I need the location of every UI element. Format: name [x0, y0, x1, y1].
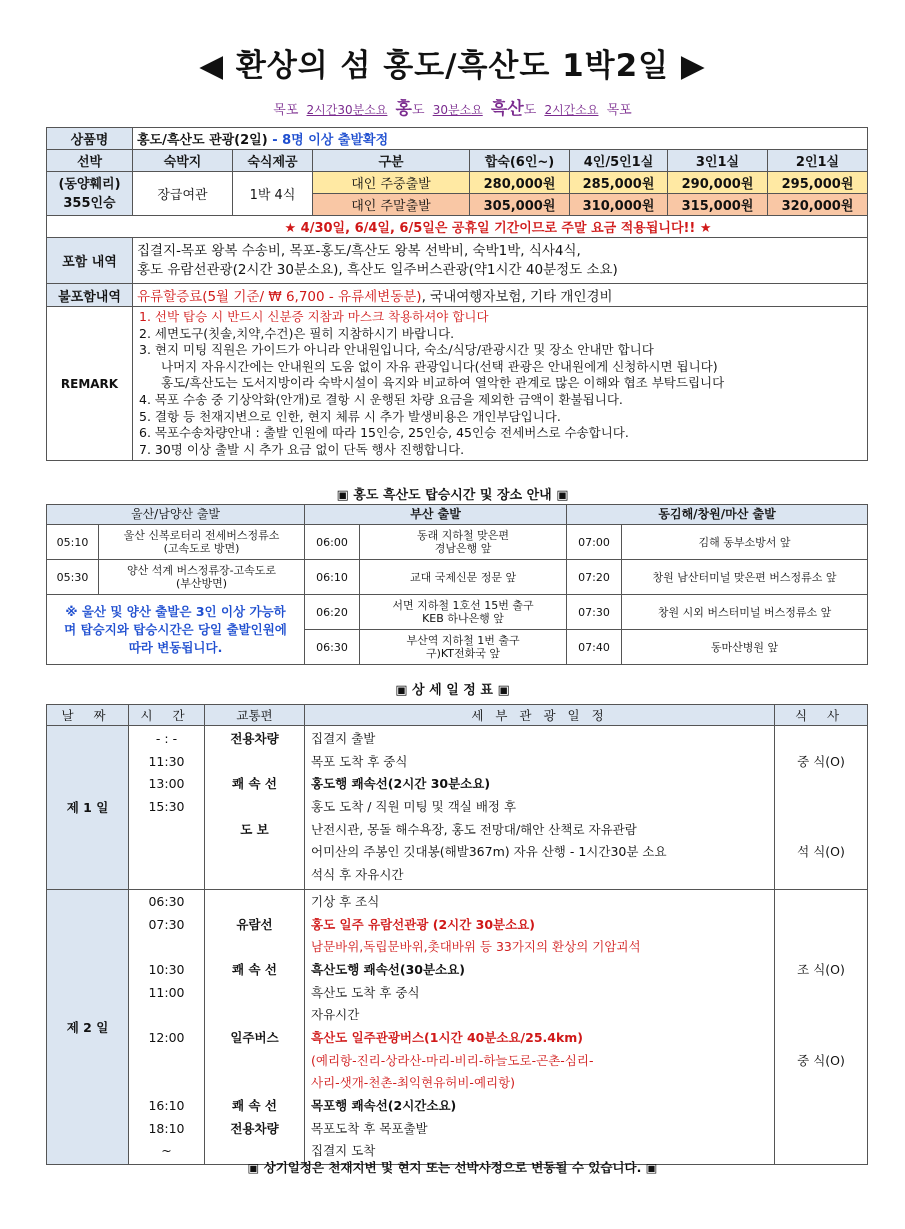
boarding-table: [46, 504, 868, 665]
meal-cell: [775, 982, 867, 1005]
day1-details: [305, 726, 775, 890]
day2-transport: [205, 889, 305, 1164]
detail-line: (예리항-진리-상라산-마리-비리-하늘도로-곤촌-심리-: [311, 1052, 594, 1068]
meal-label: 숙식제공: [233, 150, 313, 172]
meal-cell: [775, 914, 867, 937]
busan-time: 06:10: [305, 560, 360, 595]
weekday-price: 280,000원: [470, 172, 570, 194]
detail-line: 석식 후 자유시간: [311, 867, 404, 883]
transport-cell: 쾌 속 선: [232, 961, 277, 977]
gimhae-place: 동마산병원 앞: [622, 630, 868, 665]
product-name-cell: 홍도/흑산도 관광(2일) - 8명 이상 출발확정: [133, 128, 868, 150]
meal-cell: [775, 1027, 867, 1050]
remark-item: 3. 현지 미팅 직원은 가이드가 아니라 안내원입니다, 숙소/식당/관광시간 및 장소 안내만 합니다: [139, 342, 654, 358]
holiday-notice: ★ 4/30일, 6/4일, 6/5일은 공휴일 기간이므로 주말 요금 적용됩니다!! ★: [47, 216, 868, 238]
weekend-price: 310,000원: [570, 194, 668, 216]
meal-cell: [775, 1118, 867, 1141]
ship-label: 선박: [47, 150, 133, 172]
ulsan-time: 05:10: [47, 525, 99, 560]
transport-cell: 일주버스: [230, 1029, 279, 1045]
meal-cell: [775, 819, 867, 842]
remark-label: REMARK: [47, 307, 133, 461]
busan-time: 06:30: [305, 630, 360, 665]
busan-place: 교대 국제신문 정문 앞: [360, 560, 567, 595]
ulsan-header: 울산/남양산 출발: [47, 505, 305, 525]
time-cell: 10:30: [148, 961, 185, 977]
transport-cell: [205, 841, 304, 864]
busan-place: 동래 지하철 맞은편 경남은행 앞: [360, 525, 567, 560]
transport-cell: [205, 1072, 304, 1095]
remark-item: 7. 30명 이상 출발 시 추가 요금 없이 단독 행사 진행합니다.: [139, 441, 465, 457]
detail-line: 기상 후 조식: [311, 893, 380, 909]
day2-meals: [775, 889, 868, 1164]
transport-cell: [205, 936, 304, 959]
product-label: 상품명: [47, 128, 133, 150]
itin-header: 날 짜: [47, 705, 129, 726]
time-cell: [129, 841, 204, 864]
route-hongdo: 홍: [395, 99, 412, 119]
remark-item: 6. 목포수송차량안내 : 출발 인원에 따라 15인승, 25인승, 45인승 전세버스로 수송합니다.: [139, 425, 629, 441]
time-cell: [129, 1072, 204, 1095]
detail-line: 집결지 출발: [311, 731, 376, 746]
meal-cell: [775, 773, 867, 796]
day2-times: [129, 889, 205, 1164]
transport-cell: 도 보: [240, 821, 269, 837]
boarding-section-title: ▣ 홍도 흑산도 탑승시간 및 장소 안내 ▣: [336, 488, 569, 503]
transport-cell: 유람선: [236, 916, 273, 932]
weekend-price: 320,000원: [768, 194, 868, 216]
detail-line: 난전시관, 몽돌 해수욕장, 홍도 전망대/해안 산책로 자유관람: [311, 821, 637, 837]
detail-line: 집결지 도착: [311, 1143, 376, 1159]
time-cell: - : -: [155, 731, 178, 746]
weekday-price: 290,000원: [668, 172, 768, 194]
col-6: 합숙(6인~): [470, 150, 570, 172]
meal-cell: 조 식(O): [797, 961, 845, 977]
time-cell: 11:30: [148, 753, 185, 769]
include-line-2: 홍도 유람선관광(2시간 30분소요), 흑산도 일주버스관광(약1시간 40분정도 소요): [137, 261, 618, 278]
transport-cell: [205, 1004, 304, 1027]
weekday-price: 285,000원: [570, 172, 668, 194]
detail-line: 남문바위,독립문바위,촛대바위 등 33가지의 환상의 기암괴석: [311, 939, 641, 955]
gimhae-place: 김해 동부소방서 앞: [622, 525, 868, 560]
lodging-value: 장급여관: [133, 172, 233, 216]
ship-name: (동양훼리) 355인승: [47, 172, 133, 216]
transport-cell: [205, 982, 304, 1005]
lodging-label: 숙박지: [133, 150, 233, 172]
time-cell: 13:00: [148, 776, 185, 792]
meal-cell: [775, 728, 867, 751]
page-title: ◀ 환상의 섬 홍도/흑산도 1박2일 ▶: [199, 48, 706, 84]
gimhae-time: 07:40: [567, 630, 622, 665]
exclude-fuel: 유류할증료(5월 기준/ ₩ 6,700 - 유류세변동분): [137, 289, 422, 305]
time-cell: 15:30: [148, 799, 185, 815]
route-heuksan: 흑산: [490, 99, 524, 119]
day1-meals: [775, 726, 868, 890]
gimhae-place: 창원 남산터미널 맞은편 버스정류소 앞: [622, 560, 868, 595]
time-cell: [129, 936, 204, 959]
transport-cell: [205, 891, 304, 914]
day1-label: 제 1 일: [47, 726, 129, 890]
detail-line: 홍도행 쾌속선(2시간 30분소요): [311, 776, 491, 792]
busan-place: 부산역 지하철 1번 출구 구)KT전화국 앞: [360, 630, 567, 665]
day1-transport: [205, 726, 305, 890]
itin-header: 시 간: [129, 705, 205, 726]
gimhae-place: 창원 시외 버스터미널 버스정류소 앞: [622, 595, 868, 630]
day1-times: [129, 726, 205, 890]
route-duration-2: 30분소요: [432, 103, 483, 117]
remark-item: 1. 선박 탑승 시 반드시 신분증 지참과 마스크 착용하셔야 합니다: [139, 309, 489, 324]
include-label: 포함 내역: [47, 238, 133, 284]
gimhae-time: 07:00: [567, 525, 622, 560]
transport-cell: [205, 751, 304, 774]
exclude-cell: 유류할증료(5월 기준/ ₩ 6,700 - 유류세변동분), 국내여행자보험, 기타 개인경비: [133, 284, 868, 307]
detail-line: 사리-샛개-천촌-최익현유허비-예리항): [311, 1075, 516, 1091]
detail-line: 흑산도 일주관광버스(1시간 40분소요/25.4km): [311, 1029, 584, 1045]
busan-place: 서면 지하철 1호선 15번 출구 KEB 하나은행 앞: [360, 595, 567, 630]
remark-item: 나머지 자유시간에는 안내원의 도움 없이 자유 관광입니다(선택 관광은 안내원에게 신청하시면 됩니다): [161, 358, 718, 374]
meal-cell: [775, 1072, 867, 1095]
route-duration-1: 2시간30분소요: [306, 103, 388, 117]
itin-header: 세 부 관 광 일 정: [305, 705, 775, 726]
meal-cell: [775, 864, 867, 887]
meal-cell: [775, 796, 867, 819]
time-cell: [129, 1004, 204, 1027]
time-cell: [129, 1050, 204, 1073]
route-line: 목포 2시간30분소요 홍도 30분소요 흑산도 2시간소요 목포: [273, 99, 632, 119]
detail-line: 자유시간: [311, 1007, 360, 1023]
transport-cell: 전용차량: [230, 731, 279, 746]
time-cell: 11:00: [148, 984, 185, 1000]
transport-cell: [205, 864, 304, 887]
day2-details: [305, 889, 775, 1164]
route-start: 목포: [273, 103, 299, 118]
route-duration-3: 2시간소요: [544, 103, 599, 117]
gimhae-time: 07:20: [567, 560, 622, 595]
busan-header: 부산 출발: [305, 505, 567, 525]
detail-line: 어미산의 주봉인 깃대봉(해발367m) 자유 산행 - 1시간30분 소요: [311, 844, 667, 860]
meal-cell: 중 식(O): [797, 1052, 845, 1068]
product-note: - 8명 이상 출발확정: [267, 133, 389, 148]
transport-cell: 쾌 속 선: [232, 776, 277, 792]
ulsan-place: 양산 석계 버스정류장-고속도로 (부산방면): [99, 560, 305, 595]
remark-item: 5. 결항 등 천재지변으로 인한, 현지 체류 시 추가 발생비용은 개인부담입니다.: [139, 408, 561, 424]
time-cell: ~: [161, 1143, 172, 1159]
busan-time: 06:00: [305, 525, 360, 560]
col-3: 3인1실: [668, 150, 768, 172]
summary-table: [46, 127, 868, 461]
meal-cell: [775, 891, 867, 914]
detail-line: 목포도착 후 목포출발: [311, 1120, 428, 1136]
ulsan-note: ※ 울산 및 양산 출발은 3인 이상 가능하며 탑승지와 탑승시간은 당일 출발인원에 따라 변동됩니다.: [47, 595, 305, 665]
detail-line: 흑산도 도착 후 중식: [311, 984, 420, 1000]
ulsan-place: 울산 신복로터리 전세버스정류소 (고속도로 방면): [99, 525, 305, 560]
col-45: 4인/5인1실: [570, 150, 668, 172]
detail-line: 목포행 쾌속선(2시간소요): [311, 1098, 457, 1113]
weekend-price: 315,000원: [668, 194, 768, 216]
busan-time: 06:20: [305, 595, 360, 630]
itin-header: 교통편: [205, 705, 305, 726]
detail-line: 홍도 도착 / 직원 미팅 및 객실 배정 후: [311, 799, 517, 815]
remark-item: 4. 목포 수송 중 기상악화(안개)로 결항 시 운행된 차량 요금을 제외한 금액이 환불됩니다.: [139, 391, 623, 407]
transport-cell: [205, 796, 304, 819]
detail-line: 목포 도착 후 중식: [311, 753, 408, 769]
exclude-label: 불포함내역: [47, 284, 133, 307]
remark-list: [139, 309, 861, 458]
itinerary-table: [46, 704, 868, 1165]
time-cell: 07:30: [148, 916, 185, 932]
itin-header: 식 사: [775, 705, 868, 726]
meal-cell: 석 식(O): [797, 844, 845, 860]
weekend-price: 305,000원: [470, 194, 570, 216]
weekday-price: 295,000원: [768, 172, 868, 194]
time-cell: 18:10: [148, 1120, 185, 1136]
gimhae-header: 동김해/창원/마산 출발: [567, 505, 868, 525]
itinerary-section-title: ▣ 상 세 일 정 표 ▣: [395, 683, 510, 698]
meals-value: 1박 4식: [233, 172, 313, 216]
meal-cell: [775, 936, 867, 959]
meal-cell: 중 식(O): [797, 753, 845, 769]
footer-notice: ▣ 상기일정은 천재지변 및 현지 또는 선박사정으로 변동될 수 있습니다. ▣: [247, 1160, 658, 1175]
weekday-label: 대인 주중출발: [313, 172, 470, 194]
transport-cell: 쾌 속 선: [232, 1098, 277, 1113]
remark-item: 2. 세면도구(칫솔,치약,수건)은 필히 지참하시기 바랍니다.: [139, 325, 455, 341]
route-end: 목포: [606, 103, 632, 118]
time-cell: 06:30: [148, 893, 185, 909]
detail-line: 흑산도행 쾌속선(30분소요): [311, 961, 465, 977]
remark-item: 홍도/흑산도는 도서지방이라 숙박시설이 육지와 비교하여 열악한 관계로 많은 이해와 협조 부탁드립니다: [161, 375, 725, 391]
time-cell: 16:10: [148, 1098, 185, 1113]
meal-cell: [775, 1095, 867, 1118]
include-line-1: 집결지-목포 왕복 수송비, 목포-홍도/흑산도 왕복 선박비, 숙박1박, 식사4식,: [137, 242, 581, 259]
col-2: 2인1실: [768, 150, 868, 172]
ulsan-time: 05:30: [47, 560, 99, 595]
meal-cell: [775, 1004, 867, 1027]
remark-cell: [133, 307, 868, 461]
include-cell: [133, 238, 868, 284]
weekend-label: 대인 주말출발: [313, 194, 470, 216]
detail-line: 홍도 일주 유람선관광 (2시간 30분소요): [311, 916, 535, 932]
type-label: 구분: [313, 150, 470, 172]
time-cell: 12:00: [148, 1029, 185, 1045]
time-cell: [129, 864, 204, 887]
day2-label: 제 2 일: [47, 889, 129, 1164]
transport-cell: [205, 1050, 304, 1073]
time-cell: [129, 819, 204, 842]
gimhae-time: 07:30: [567, 595, 622, 630]
transport-cell: 전용차량: [230, 1120, 279, 1136]
